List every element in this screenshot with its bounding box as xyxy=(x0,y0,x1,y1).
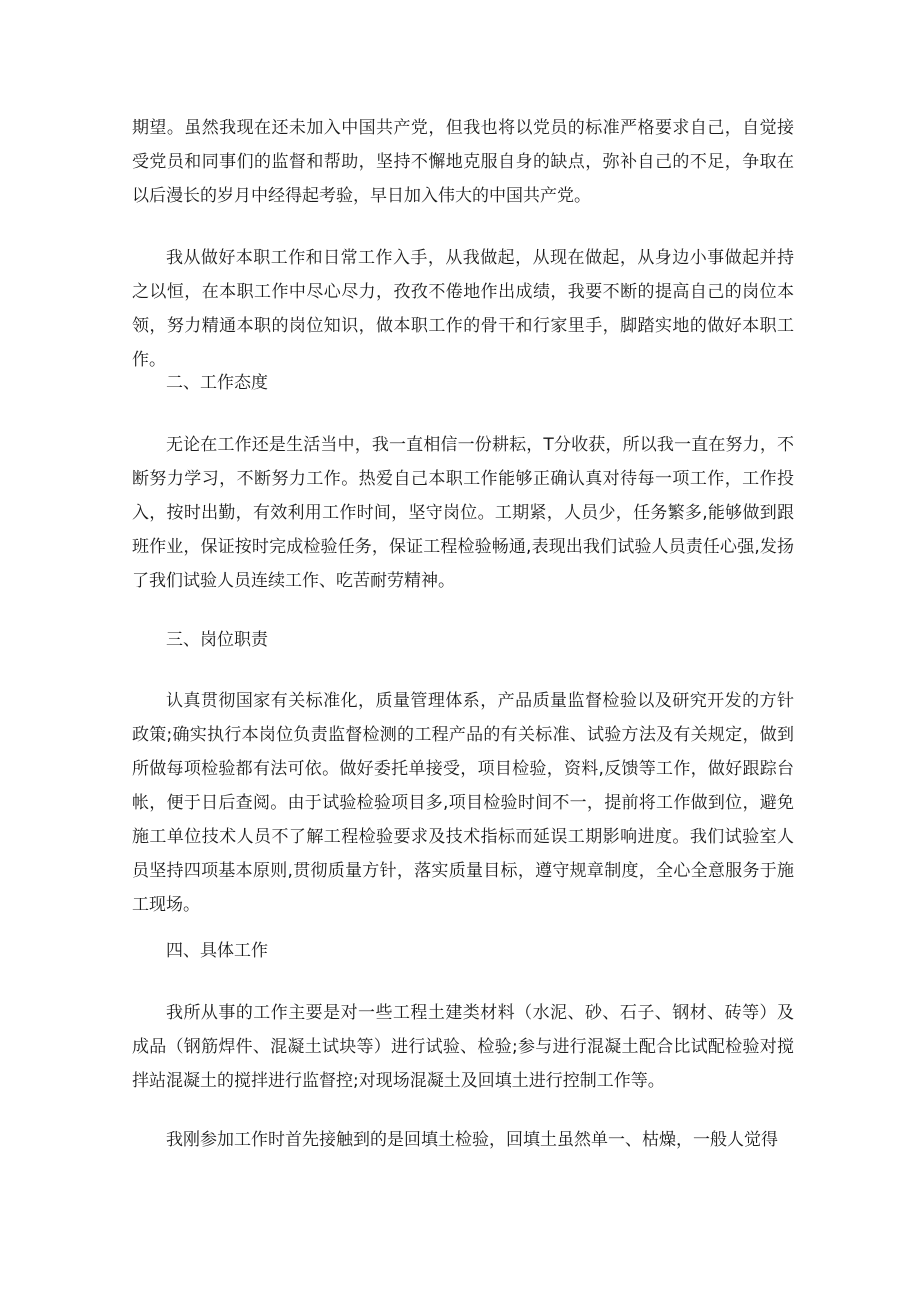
heading-specific-work: 四、具体工作 xyxy=(166,941,268,961)
paragraph-work-attitude: 无论在工作还是生活当中，我一直相信一份耕耘，T分收获，所以我一直在努力，不断努力学习，不断努力工作。热爱自己本职工作能够正确认真对待每一项工作，工作投入，按时出勤，有效利用工作时间，坚守岗位。工期紧，人员少，任务繁多,能够做到跟班作业，保证按时完成检验任务，保证工程检验畅通,表现出我们试验人员责任心强,发扬了我们试验人员连续工作、吃苦耐劳精神。 xyxy=(132,435,794,591)
paragraph-party-membership: 期望。虽然我现在还未加入中国共产党，但我也将以党员的标准严格要求自己，自觉接受党员和同事们的监督和帮助，坚持不懈地克服自身的缺点，弥补自己的不足，争取在以后漫长的岁月中经得起考验，早日加入伟大的中国共产党。 xyxy=(132,118,794,206)
heading-work-attitude: 二、工作态度 xyxy=(166,373,268,393)
heading-job-responsibilities: 三、岗位职责 xyxy=(166,630,268,650)
paragraph-specific-work: 我所从事的工作主要是对一些工程土建类材料（水泥、砂、石子、钢材、砖等）及成品（钢筋焊件、混凝土试块等）进行试验、检验;参与进行混凝土配合比试配检验对搅拌站混凝土的搅拌进行监督控;对现场混凝土及回填土进行控制工作等。 xyxy=(132,1003,794,1091)
paragraph-backfill-inspection: 我刚参加工作时首先接触到的是回填土检验，回填土虽然单一、枯燥，一般人觉得 xyxy=(166,1130,778,1150)
paragraph-job-duties: 我从做好本职工作和日常工作入手，从我做起，从现在做起，从身边小事做起并持之以恒，在本职工作中尽心尽力，孜孜不倦地作出成绩，我要不断的提高自己的岗位本领，努力精通本职的岗位知识，做本职工作的骨干和行家里手，脚踏实地的做好本职工作。 xyxy=(132,248,794,370)
paragraph-job-responsibilities: 认真贯彻国家有关标准化，质量管理体系，产品质量监督检验以及研究开发的方针政策;确实执行本岗位负责监督检测的工程产品的有关标准、试验方法及有关规定，做到所做每项检验都有法可依。做好委托单接受，项目检验，资料,反馈等工作，做好跟踪台帐，便于日后查阅。由于试验检验项目多,项目检验时间不一，提前将工作做到位，避免施工单位技术人员不了解工程检验要求及技术指标而延误工期影响进度。我们试验室人员坚持四项基本原则,贯彻质量方针，落实质量目标，遵守规章制度，全心全意服务于施工现场。 xyxy=(132,691,794,915)
